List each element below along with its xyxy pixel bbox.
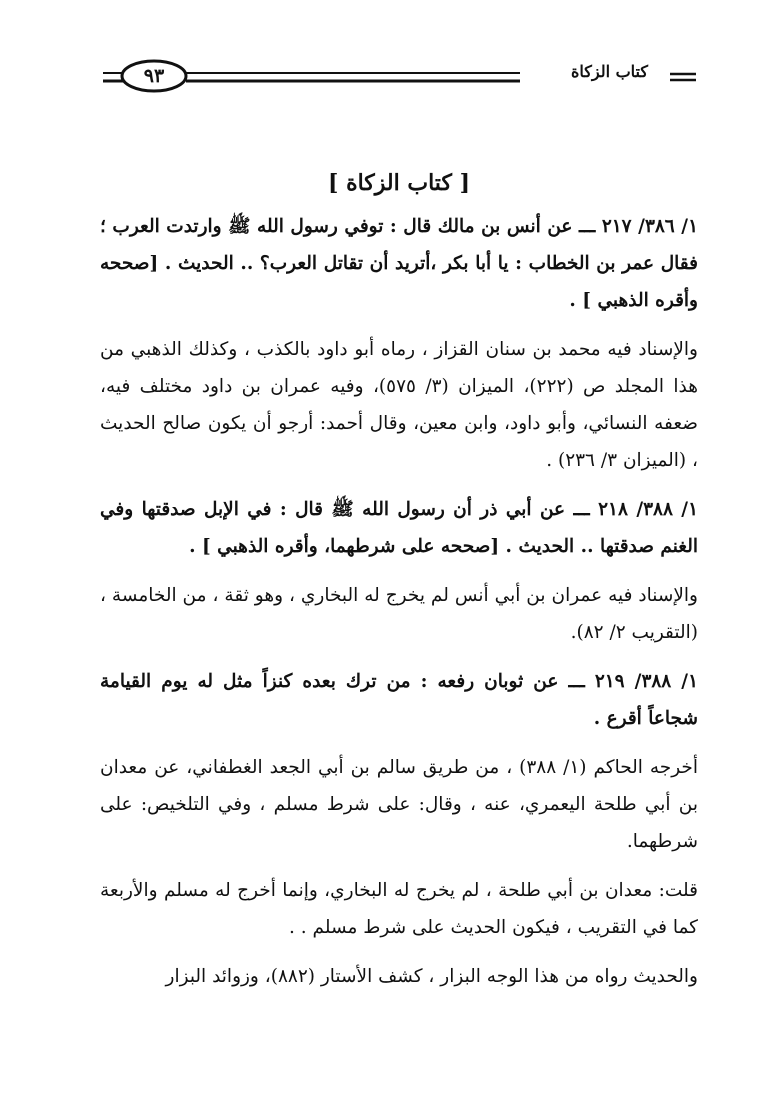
header-rules — [0, 0, 768, 120]
commentary-219-takhrij: أخرجه الحاكم (١/ ٣٨٨) ، من طريق سالم بن أبي الجعد الغطفاني، عن معدان بن أبي طلحة اليعمري، عنه ، وقال: على شرط مسلم ، وفي التلخيص: على شرطهما. — [100, 757, 699, 852]
commentary-219-bazzar: والحديث رواه من هذا الوجه البزار ، كشف الأستار (٨٨٢)، وزوائد البزار — [165, 966, 698, 987]
commentary-218: والإسناد فيه عمران بن أبي أنس لم يخرج له البخاري ، وهو ثقة ، من الخامسة ، (التقريب ٢/ ٨٢). — [100, 585, 698, 643]
commentary-217: والإسناد فيه محمد بن سنان القزاز ، رماه أبو داود بالكذب ، وكذلك الذهبي من هذا المجلد ص (٢٢٢)، الميزان (٣/ ٥٧٥)، وفيه عمران بن داود مختلف فيه، ضعفه النسائي، وأبو داود، وابن معين، وقال أحمد: أرجو أن يكون صالح الحديث ، (الميزان ٣/ ٢٣٦) . — [100, 339, 698, 471]
hadith-218: ١/ ٣٨٨/ ٢١٨ ـــ عن أبي ذر أن رسول الله ﷺ قال : في الإبل صدقتها وفي الغنم صدقتها .. الحديث . [صححه على شرطهما، وأقره الذهبي ] . — [100, 499, 698, 557]
page-body — [100, 160, 698, 1007]
page-header — [0, 0, 768, 120]
chapter-title: [ كتاب الزكاة ] — [328, 170, 470, 196]
page-number: ٩٣ — [143, 65, 165, 87]
commentary-219-note: قلت: معدان بن أبي طلحة ، لم يخرج له البخاري، وإنما أخرج له مسلم والأربعة كما في التقريب ، فيكون الحديث على شرط مسلم . . — [100, 880, 698, 938]
hadith-219: ١/ ٣٨٨/ ٢١٩ ـــ عن ثوبان رفعه : من ترك بعده كنزاً مثل له يوم القيامة شجاعاً أقرع . — [100, 671, 698, 729]
running-title: كتاب الزكاة — [571, 62, 648, 81]
hadith-217: ١/ ٣٨٦/ ٢١٧ ـــ عن أنس بن مالك قال : توفي رسول الله ﷺ وارتدت العرب ؛ فقال عمر بن الخطاب : يا أبا بكر ،أتريد أن تقاتل العرب؟ .. الحديث . [صححه وأقره الذهبي ] . — [100, 216, 698, 311]
